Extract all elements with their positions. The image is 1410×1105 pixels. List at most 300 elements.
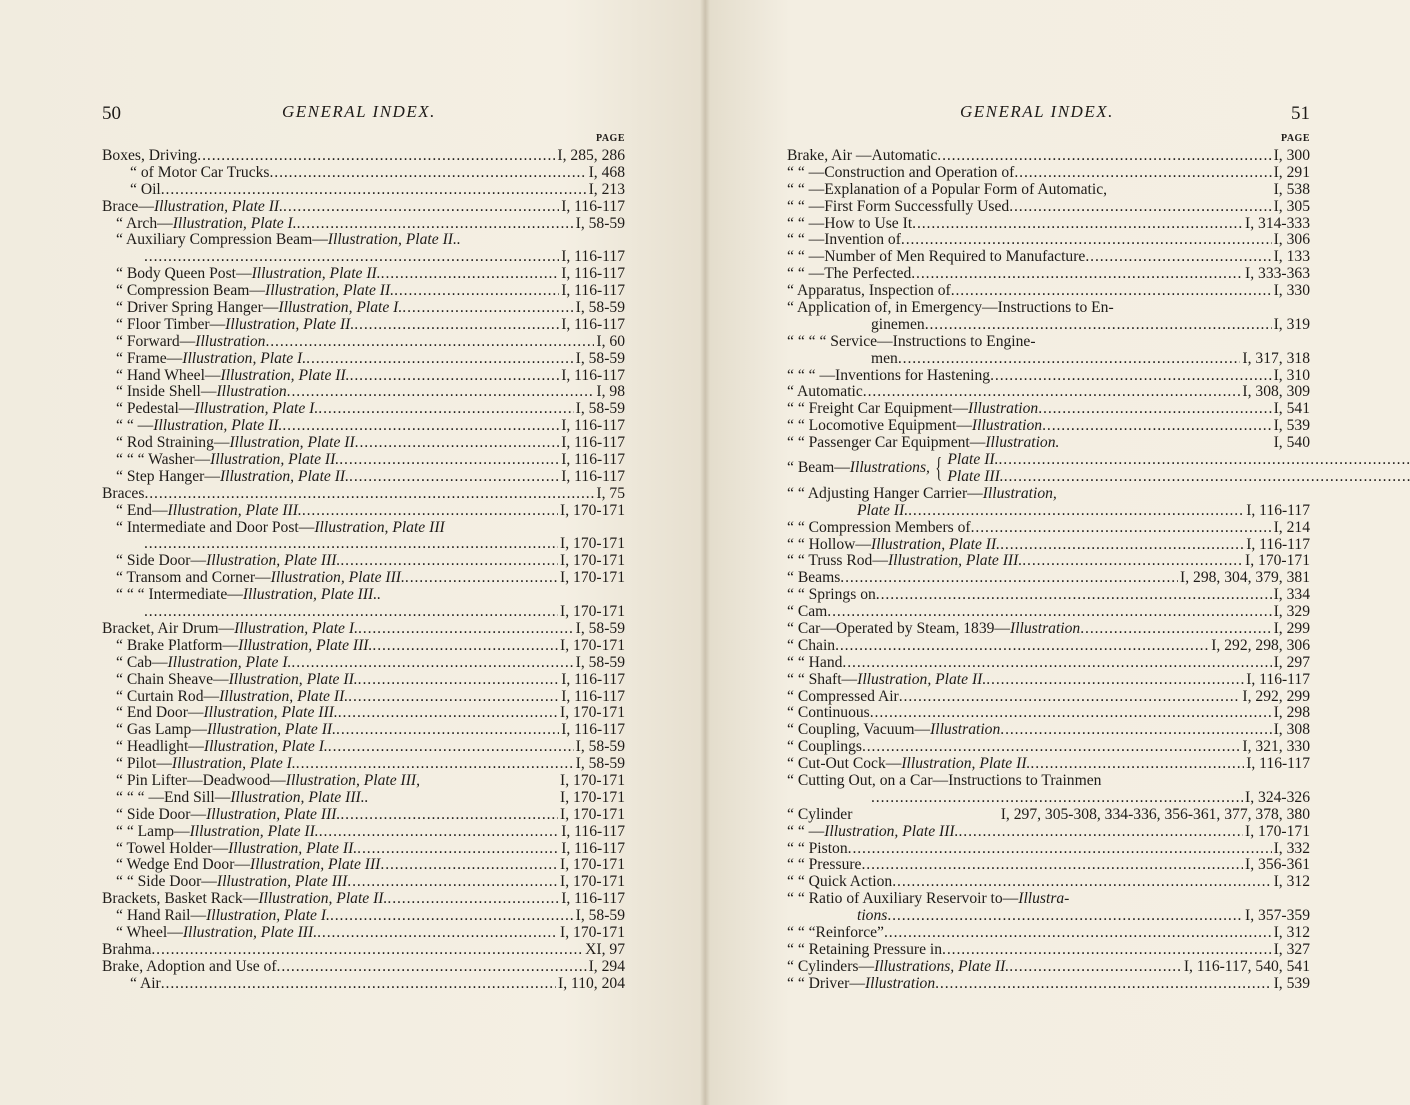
page-reference: I, 170-171 <box>560 569 625 587</box>
dot-leader <box>925 317 1272 334</box>
index-entry <box>102 587 625 604</box>
index-entry <box>787 283 1310 300</box>
index-entry <box>102 874 625 891</box>
index-entry <box>102 199 625 216</box>
dot-leader <box>161 976 556 993</box>
entry-heading: “ “ “ Intermediate— <box>116 586 243 604</box>
entry-text <box>102 199 283 216</box>
entry-text <box>787 266 911 283</box>
entry-illustration-note: Illustration, Plate II. <box>153 197 284 215</box>
entry-illustration-note: Illustration, Plate I. <box>206 907 330 925</box>
dot-leader <box>1085 249 1271 266</box>
index-entry <box>102 486 625 503</box>
entry-heading: “ “ Ratio of Auxiliary Reservoir to— <box>787 890 1019 908</box>
entry-heading: “ Towel Holder— <box>116 839 229 857</box>
entry-illustration-note: Illustration, Plate III <box>216 873 348 891</box>
entry-heading: “ Hand Wheel— <box>116 366 221 384</box>
dot-leader <box>899 689 1241 706</box>
entry-heading: Bracket, Air Drum— <box>102 619 235 637</box>
index-entry <box>787 824 1310 841</box>
entry-text <box>787 891 1069 908</box>
entry-illustration-note: Illustration, Plate III. <box>824 822 959 840</box>
index-entry <box>787 418 1310 435</box>
index-entry <box>102 418 625 435</box>
entry-heading: “ “ Passenger Car Equipment— <box>787 434 986 452</box>
index-entry <box>102 553 625 570</box>
entry-text <box>787 841 848 858</box>
entry-text <box>116 351 306 368</box>
index-entry <box>787 486 1310 503</box>
page-reference: I, 170-171 <box>560 856 625 874</box>
dot-leader <box>277 959 587 976</box>
page-reference: I, 312 <box>1273 873 1310 891</box>
index-entry <box>102 216 625 233</box>
page-reference: I, 116-117 <box>561 315 625 333</box>
running-title: GENERAL INDEX. <box>282 102 436 121</box>
index-entry <box>787 384 1310 401</box>
index-entry <box>102 604 625 621</box>
dot-leader <box>348 689 559 706</box>
index-entry <box>102 401 625 418</box>
entry-text <box>857 908 887 925</box>
index-entry <box>102 655 625 672</box>
dot-leader <box>330 908 574 925</box>
entry-heading: Boxes, Driving <box>102 147 198 164</box>
entry-heading: Braces <box>102 484 145 502</box>
entry-heading: “ “ Quick Action <box>787 873 893 891</box>
page-reference: I, 291 <box>1273 163 1310 181</box>
page-reference: I, 133 <box>1273 248 1310 266</box>
entry-illustration-note: Illustration, Plate III. <box>206 805 341 823</box>
page-reference: I, 116-117 <box>561 467 625 485</box>
entry-illustration-note: Illustration, Plate II. <box>258 890 388 908</box>
entry-heading: “ “ Retaining Pressure in <box>787 940 943 958</box>
entry-illustration-note: Illustration, Plate I. <box>194 400 319 418</box>
index-entry <box>102 891 625 908</box>
entry-text <box>787 334 1036 351</box>
entry-illustration-note: Illustration, Plate III.. <box>230 788 369 806</box>
entry-heading: “ End Door— <box>116 704 204 722</box>
dot-leader <box>1022 553 1243 570</box>
entry-heading: “ Couplings <box>787 738 862 756</box>
index-entry <box>102 807 625 824</box>
entry-text <box>130 182 161 199</box>
entry-illustration-note: Illustration, Plate I. <box>278 299 403 317</box>
dot-leader <box>1009 199 1271 216</box>
page-reference: I, 285, 286 <box>557 147 625 164</box>
page-reference: I, 116-117 <box>561 839 625 857</box>
dot-leader <box>319 824 560 841</box>
index-entry <box>102 435 625 452</box>
entry-illustration-note: Illustration, Plate III <box>314 518 445 536</box>
entry-illustration-note: Illustration, Plate III. <box>203 704 338 722</box>
entry-text <box>116 368 350 385</box>
entry-illustration-note: Illustration, Plate II. <box>901 755 1031 773</box>
page-reference: I, 327 <box>1273 940 1310 958</box>
page-reference: I, 297 <box>1273 653 1310 671</box>
entry-text <box>116 401 318 418</box>
dot-leader <box>862 739 1240 756</box>
page-reference: I, 110, 204 <box>558 974 625 992</box>
entry-heading: “ “ Hand <box>787 653 843 671</box>
page-reference: I, 170-171 <box>560 704 625 722</box>
entry-heading: “ “ — <box>787 822 825 840</box>
entry-heading: “ “ Adjusting Hanger Carrier— <box>787 484 983 502</box>
page-reference: I, 294 <box>588 957 625 975</box>
entry-text <box>116 520 445 537</box>
index-entry <box>787 553 1310 570</box>
page-reference: I, 540 <box>1273 434 1310 452</box>
index-entry <box>102 317 625 334</box>
index-entries-right <box>787 133 1310 993</box>
page-reference: I, 75 <box>596 484 625 502</box>
entry-heading: “ Cam <box>787 603 828 621</box>
dot-leader <box>912 216 1243 233</box>
dot-leader <box>951 283 1272 300</box>
page-reference: I, 170-171 <box>1245 822 1310 840</box>
page-reference: I, 58-59 <box>575 653 625 671</box>
page-reference: I, 170-171 <box>560 788 625 806</box>
index-entry <box>102 368 625 385</box>
entry-illustration-note: Illustra- <box>1018 890 1070 908</box>
entry-text <box>787 232 901 249</box>
dot-leader <box>144 249 559 266</box>
dot-leader <box>999 452 1410 469</box>
page-reference: I, 297, 305-308, 334-336, 356-361, 377, 378, 380 <box>1000 805 1310 823</box>
page-reference: I, 116-117 <box>561 822 625 840</box>
index-entry <box>787 891 1310 908</box>
entry-text <box>787 621 1080 638</box>
entry-text <box>116 435 355 452</box>
entry-text <box>787 368 990 385</box>
entry-illustration-note: Illustration <box>968 400 1039 418</box>
dot-leader <box>197 148 555 165</box>
index-entry <box>102 942 625 959</box>
index-entry <box>787 604 1310 621</box>
page-reference: I, 170-171 <box>560 501 625 519</box>
entry-illustration-note: Plate II. <box>947 451 999 469</box>
entry-illustration-note: Illustration, Plate II <box>229 434 355 452</box>
page-reference: I, 116-117 <box>561 434 625 452</box>
entry-heading: “ “ Shaft— <box>787 670 858 688</box>
entry-illustration-note: Illustration <box>864 974 936 992</box>
entry-heading: “ “ Locomotive Equipment— <box>787 417 972 435</box>
index-entry <box>102 520 625 537</box>
entry-illustration-note: Illustration, Plate II.. <box>327 231 461 249</box>
entry-heading: Brake, Air —Automatic <box>787 147 938 164</box>
entry-text <box>787 570 840 587</box>
entry-heading: “ of Motor Car Trucks <box>130 163 270 181</box>
dot-leader <box>349 469 559 486</box>
entry-text <box>102 621 358 638</box>
entry-heading: “ “ “ —End Sill— <box>116 788 231 806</box>
entry-heading: Brackets, Basket Rack— <box>102 890 259 908</box>
entry-text <box>787 959 1009 976</box>
page-reference: I, 298, 304, 379, 381 <box>1180 569 1310 587</box>
index-entry <box>102 570 625 587</box>
entry-text <box>116 266 381 283</box>
page-number: 51 <box>1291 103 1310 124</box>
page-reference: I, 58-59 <box>575 755 625 773</box>
entry-heading: “ “ — <box>116 417 154 435</box>
page-reference: I, 116-117 <box>561 451 625 469</box>
dot-leader <box>380 857 558 874</box>
page-reference: I, 170-171 <box>560 923 625 941</box>
entry-heading: “ “ Driver— <box>787 974 865 992</box>
entry-text <box>116 807 340 824</box>
entry-text <box>787 553 1022 570</box>
dot-leader <box>1030 756 1244 773</box>
index-entry <box>787 368 1310 385</box>
page-reference: I, 170-171 <box>560 603 625 621</box>
dot-leader <box>1014 165 1271 182</box>
entry-text <box>787 283 951 300</box>
index-entry <box>102 621 625 638</box>
page-reference: I, 300 <box>1273 147 1310 164</box>
index-entry <box>787 317 1310 334</box>
entry-illustration-note: Illustration, Plate III. <box>182 923 318 941</box>
entry-heading: “ Body Queen Post— <box>116 265 252 283</box>
page-reference: I, 306 <box>1273 231 1310 249</box>
entry-text <box>787 942 942 959</box>
entry-text <box>116 503 302 520</box>
entry-text <box>116 908 330 925</box>
entry-illustration-note: Illustration, Plate I. <box>172 214 297 232</box>
entry-text <box>116 824 319 841</box>
entry-illustration-note: Illustration <box>216 383 287 401</box>
entry-illustration-note: Illustration, Plate III <box>250 856 381 874</box>
index-entry <box>787 857 1310 874</box>
entry-illustration-note: Illustration, Plate II. <box>206 721 337 739</box>
entry-illustration-note: Illustrations, Plate II. <box>874 957 1010 975</box>
entry-heading: “ Intermediate and Door Post— <box>116 518 315 536</box>
dot-leader <box>1009 959 1182 976</box>
page-reference: I, 324-326 <box>1245 788 1310 806</box>
page-reference: I, 58-59 <box>575 619 625 637</box>
page-reference: I, 305 <box>1273 197 1310 215</box>
entry-illustration-note: Illustration, <box>982 484 1057 502</box>
dot-leader <box>354 317 559 334</box>
page-reference: I, 116-117 <box>561 417 625 435</box>
dot-leader <box>336 722 559 739</box>
entry-text <box>787 604 827 621</box>
entry-text <box>102 486 144 503</box>
index-entry <box>102 283 625 300</box>
index-entry <box>102 182 625 199</box>
page-reference: I, 170-171 <box>560 636 625 654</box>
entry-text <box>116 857 380 874</box>
entry-heading: “ “ —Construction and Operation of <box>787 163 1015 181</box>
page-reference: I, 116-117 <box>1246 670 1310 688</box>
entry-illustration-note: Illustration, Plate II. <box>219 467 350 485</box>
page-reference: I, 299 <box>1273 619 1310 637</box>
dot-leader <box>347 874 558 891</box>
page-reference: I, 319 <box>1273 315 1310 333</box>
dot-leader <box>959 824 1244 841</box>
entry-heading: “ Rod Straining— <box>116 434 230 452</box>
entry-heading: “ Oil <box>130 180 161 198</box>
entry-illustration-note: Illustration, Plate II. <box>871 535 1001 553</box>
entry-text <box>102 942 151 959</box>
page-reference: I, 116-117 <box>1246 535 1310 553</box>
page-reference: I, 292, 299 <box>1242 687 1310 705</box>
index-entry <box>787 976 1310 993</box>
entry-text <box>787 655 842 672</box>
index-entry <box>787 520 1310 537</box>
entry-illustration-note: Illustration, Plate III. <box>238 636 373 654</box>
index-entry <box>787 182 1310 199</box>
index-entry <box>787 570 1310 587</box>
entry-heading: “ “ Compression Members of <box>787 518 971 536</box>
dot-leader <box>317 925 558 942</box>
entry-heading: “ “ —The Perfected <box>787 265 912 283</box>
entry-illustration-note: Illustration, Plate III, <box>285 771 421 789</box>
index-entry <box>787 199 1310 216</box>
dot-leader <box>876 587 1272 604</box>
entry-illustration-note: Illustration, Plate II. <box>220 366 350 384</box>
entry-text <box>116 216 297 233</box>
index-entry <box>787 689 1310 706</box>
dot-leader <box>990 368 1272 385</box>
page-reference: I, 58-59 <box>575 907 625 925</box>
dot-leader <box>863 384 1241 401</box>
index-entry <box>787 925 1310 942</box>
entry-heading: “ Air <box>130 974 161 992</box>
dot-leader <box>1004 469 1410 486</box>
entry-illustration-note: Illustration, Plate II. <box>219 687 349 705</box>
index-entry <box>787 655 1310 672</box>
dot-leader <box>297 216 574 233</box>
dot-leader <box>328 739 574 756</box>
index-entry <box>102 503 625 520</box>
page-reference: I, 356-361 <box>1245 856 1310 874</box>
entry-heading: “ “ —Explanation of a Popular Form of Automatic, <box>787 180 1108 198</box>
index-entry <box>787 435 1310 452</box>
index-entry <box>102 739 625 756</box>
right-page <box>705 0 1410 1105</box>
entry-heading: “ Forward— <box>116 332 196 350</box>
page-reference: I, 98 <box>596 383 625 401</box>
page-reference: I, 116-117 <box>561 721 625 739</box>
entry-text <box>116 841 357 858</box>
index-entry <box>102 756 625 773</box>
dot-leader <box>971 520 1272 537</box>
entry-heading: “ Hand Rail— <box>116 907 207 925</box>
dot-leader <box>884 925 1272 942</box>
entry-text <box>787 249 1085 266</box>
entry-illustration-note: Illustration <box>195 332 266 350</box>
index-entry <box>102 824 625 841</box>
entry-heading: “ Compressed Air <box>787 687 899 705</box>
page-reference: I, 170-171 <box>560 873 625 891</box>
dot-leader <box>908 503 1244 520</box>
entry-text <box>787 384 863 401</box>
index-entry <box>787 807 1310 824</box>
entry-text <box>787 460 930 477</box>
entry-illustration-note: tions <box>857 907 888 925</box>
page-reference: I, 334 <box>1273 586 1310 604</box>
entry-illustration-note: Plate III. <box>947 467 1004 485</box>
index-subentry <box>947 469 1410 486</box>
page-reference: I, 116-117, 540, 541 <box>1183 957 1310 975</box>
dot-leader <box>291 655 573 672</box>
entry-text <box>102 891 387 908</box>
index-entry <box>787 773 1310 790</box>
entry-text <box>787 165 1014 182</box>
page-reference: I, 214 <box>1273 518 1310 536</box>
entry-heading: Brahma <box>102 940 152 958</box>
dot-leader <box>302 503 558 520</box>
index-entry <box>787 249 1310 266</box>
index-entry <box>787 452 1310 486</box>
entry-heading: men <box>871 349 898 367</box>
entry-text <box>116 300 402 317</box>
entry-heading: “ “ —First Form Successfully Used <box>787 197 1010 215</box>
dot-leader <box>887 908 1243 925</box>
page-reference: I, 58-59 <box>575 349 625 367</box>
entry-illustration-note: Illustration <box>930 721 1001 739</box>
page-reference: I, 539 <box>1273 974 1310 992</box>
entry-heading: “ “ Springs on <box>787 586 876 604</box>
dot-leader <box>842 655 1271 672</box>
index-entry <box>787 351 1310 368</box>
page-reference: I, 170-171 <box>560 771 625 789</box>
dot-leader <box>942 942 1272 959</box>
dot-leader <box>871 790 1243 807</box>
entry-illustration-note: Illustration, Plate II. <box>225 315 355 333</box>
page-reference: I, 312 <box>1273 923 1310 941</box>
page-reference: I, 317, 318 <box>1242 349 1310 367</box>
page-reference: I, 170-171 <box>560 535 625 553</box>
entry-text <box>116 790 369 807</box>
index-entry <box>787 621 1310 638</box>
index-entry <box>787 756 1310 773</box>
dot-leader <box>402 300 573 317</box>
dot-leader <box>1000 537 1244 554</box>
index-entry <box>102 857 625 874</box>
entry-heading: “ Step Hanger— <box>116 467 220 485</box>
entry-text <box>116 570 405 587</box>
entry-text <box>787 824 959 841</box>
index-entry <box>102 469 625 486</box>
index-entry <box>102 689 625 706</box>
entry-heading: “ “ “ Washer— <box>116 451 211 469</box>
entry-text <box>116 925 317 942</box>
page-reference: I, 541 <box>1273 400 1310 418</box>
page-column-label: PAGE <box>595 133 625 144</box>
entry-heading: “ “ —Invention of <box>787 231 901 249</box>
index-entry <box>787 266 1310 283</box>
entry-text <box>787 587 876 604</box>
entry-text <box>787 672 986 689</box>
page-reference: I, 298 <box>1273 704 1310 722</box>
page-reference: I, 468 <box>588 163 625 181</box>
entry-heading: “ Pedestal— <box>116 400 195 418</box>
dot-leader <box>861 857 1243 874</box>
dot-leader <box>144 486 594 503</box>
entry-illustration-note: Illustration, Plate III. <box>887 552 1023 570</box>
dot-leader <box>394 283 559 300</box>
entry-heading: “ Side Door— <box>116 552 207 570</box>
page-reference: I, 330 <box>1273 282 1310 300</box>
entry-heading: “ Chain <box>787 636 836 654</box>
index-entry <box>787 841 1310 858</box>
page-reference: I, 170-171 <box>1245 552 1310 570</box>
index-entry <box>787 216 1310 233</box>
page-reference: I, 314-333 <box>1245 214 1310 232</box>
entry-heading: “ Automatic <box>787 383 863 401</box>
index-entry <box>787 959 1310 976</box>
